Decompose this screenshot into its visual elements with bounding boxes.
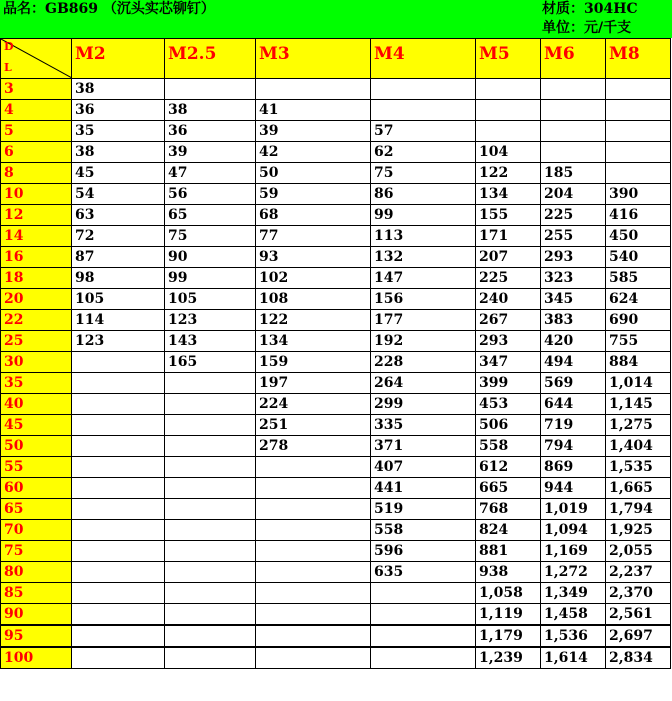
price-cell: 36 bbox=[72, 100, 165, 121]
price-cell: 1,794 bbox=[606, 499, 671, 520]
price-cell: 293 bbox=[476, 331, 541, 352]
length-label: 18 bbox=[1, 268, 72, 289]
column-header: M2.5 bbox=[165, 39, 256, 79]
table-row bbox=[1, 268, 671, 289]
length-label: 4 bbox=[1, 100, 72, 121]
price-cell: 519 bbox=[371, 499, 476, 520]
price-cell bbox=[72, 562, 165, 583]
price-cell bbox=[165, 647, 256, 669]
price-cell: 54 bbox=[72, 184, 165, 205]
price-cell: 171 bbox=[476, 226, 541, 247]
price-cell bbox=[165, 478, 256, 499]
price-cell: 197 bbox=[256, 373, 371, 394]
price-cell: 156 bbox=[371, 289, 476, 310]
price-cell bbox=[72, 373, 165, 394]
length-label: 35 bbox=[1, 373, 72, 394]
length-label: 14 bbox=[1, 226, 72, 247]
price-cell: 585 bbox=[606, 268, 671, 289]
length-label: 75 bbox=[1, 541, 72, 562]
price-cell: 1,536 bbox=[541, 625, 606, 647]
table-row bbox=[1, 310, 671, 331]
table-row bbox=[1, 373, 671, 394]
price-cell: 1,019 bbox=[541, 499, 606, 520]
price-cell: 177 bbox=[371, 310, 476, 331]
length-label: 45 bbox=[1, 415, 72, 436]
price-cell bbox=[72, 583, 165, 604]
table-row bbox=[1, 625, 671, 647]
column-header: M6 bbox=[541, 39, 606, 79]
price-cell bbox=[165, 499, 256, 520]
price-cell: 132 bbox=[371, 247, 476, 268]
price-cell: 690 bbox=[606, 310, 671, 331]
length-label: 10 bbox=[1, 184, 72, 205]
price-cell bbox=[606, 142, 671, 163]
price-cell: 134 bbox=[256, 331, 371, 352]
table-row bbox=[1, 331, 671, 352]
table-row bbox=[1, 163, 671, 184]
price-cell: 938 bbox=[476, 562, 541, 583]
price-cell: 299 bbox=[371, 394, 476, 415]
table-row bbox=[1, 604, 671, 626]
price-cell: 399 bbox=[476, 373, 541, 394]
table-row bbox=[1, 457, 671, 478]
table-row bbox=[1, 79, 671, 100]
price-cell: 47 bbox=[165, 163, 256, 184]
product-name: 品名：GB869 （沉头实芯铆钉） bbox=[3, 1, 215, 17]
price-cell bbox=[371, 583, 476, 604]
price-cell: 122 bbox=[476, 163, 541, 184]
price-cell bbox=[541, 142, 606, 163]
price-cell: 108 bbox=[256, 289, 371, 310]
table-row bbox=[1, 142, 671, 163]
price-cell: 1,665 bbox=[606, 478, 671, 499]
price-cell: 165 bbox=[165, 352, 256, 373]
length-label: 80 bbox=[1, 562, 72, 583]
column-header: M8 bbox=[606, 39, 671, 79]
price-cell bbox=[165, 604, 256, 626]
price-cell: 264 bbox=[371, 373, 476, 394]
price-cell: 1,014 bbox=[606, 373, 671, 394]
price-cell: 371 bbox=[371, 436, 476, 457]
price-cell: 335 bbox=[371, 415, 476, 436]
length-label: 8 bbox=[1, 163, 72, 184]
price-cell bbox=[371, 647, 476, 669]
price-cell: 36 bbox=[165, 121, 256, 142]
price-cell: 255 bbox=[541, 226, 606, 247]
table-row bbox=[1, 520, 671, 541]
price-cell: 569 bbox=[541, 373, 606, 394]
price-cell: 93 bbox=[256, 247, 371, 268]
length-label: 40 bbox=[1, 394, 72, 415]
price-cell: 123 bbox=[72, 331, 165, 352]
price-cell: 2,697 bbox=[606, 625, 671, 647]
price-cell: 869 bbox=[541, 457, 606, 478]
price-cell bbox=[256, 647, 371, 669]
price-cell: 105 bbox=[72, 289, 165, 310]
price-cell: 441 bbox=[371, 478, 476, 499]
table-row bbox=[1, 541, 671, 562]
price-cell: 50 bbox=[256, 163, 371, 184]
length-label: 16 bbox=[1, 247, 72, 268]
table-row bbox=[1, 184, 671, 205]
price-cell: 768 bbox=[476, 499, 541, 520]
price-cell: 450 bbox=[606, 226, 671, 247]
price-cell bbox=[256, 583, 371, 604]
price-cell: 1,058 bbox=[476, 583, 541, 604]
price-cell bbox=[371, 79, 476, 100]
table-row bbox=[1, 415, 671, 436]
price-cell: 1,349 bbox=[541, 583, 606, 604]
price-cell: 35 bbox=[72, 121, 165, 142]
price-cell bbox=[72, 352, 165, 373]
price-cell: 99 bbox=[165, 268, 256, 289]
price-cell: 68 bbox=[256, 205, 371, 226]
price-cell: 38 bbox=[72, 142, 165, 163]
price-cell: 719 bbox=[541, 415, 606, 436]
price-cell bbox=[541, 121, 606, 142]
price-cell: 1,272 bbox=[541, 562, 606, 583]
price-cell bbox=[256, 541, 371, 562]
price-cell: 105 bbox=[165, 289, 256, 310]
price-cell: 102 bbox=[256, 268, 371, 289]
table-row bbox=[1, 583, 671, 604]
price-cell bbox=[72, 520, 165, 541]
price-cell: 104 bbox=[476, 142, 541, 163]
price-cell: 98 bbox=[72, 268, 165, 289]
price-cell: 38 bbox=[72, 79, 165, 100]
price-cell: 794 bbox=[541, 436, 606, 457]
price-cell: 1,614 bbox=[541, 647, 606, 669]
price-cell: 1,179 bbox=[476, 625, 541, 647]
price-cell: 1,275 bbox=[606, 415, 671, 436]
price-cell bbox=[165, 436, 256, 457]
price-cell bbox=[476, 121, 541, 142]
price-cell bbox=[72, 478, 165, 499]
price-cell bbox=[72, 436, 165, 457]
price-cell: 881 bbox=[476, 541, 541, 562]
table-row bbox=[1, 499, 671, 520]
price-cell: 39 bbox=[165, 142, 256, 163]
price-cell: 453 bbox=[476, 394, 541, 415]
price-cell: 86 bbox=[371, 184, 476, 205]
price-cell: 1,404 bbox=[606, 436, 671, 457]
price-cell: 293 bbox=[541, 247, 606, 268]
price-cell: 1,458 bbox=[541, 604, 606, 626]
length-label: 85 bbox=[1, 583, 72, 604]
price-cell: 225 bbox=[541, 205, 606, 226]
corner-label-d: D bbox=[4, 40, 14, 53]
price-cell: 2,370 bbox=[606, 583, 671, 604]
price-cell: 345 bbox=[541, 289, 606, 310]
price-cell: 75 bbox=[371, 163, 476, 184]
price-cell: 192 bbox=[371, 331, 476, 352]
table-row bbox=[1, 352, 671, 373]
price-cell: 824 bbox=[476, 520, 541, 541]
corner-label-l: L bbox=[4, 61, 12, 74]
price-cell: 2,561 bbox=[606, 604, 671, 626]
price-cell: 267 bbox=[476, 310, 541, 331]
price-cell bbox=[606, 100, 671, 121]
corner-cell bbox=[1, 39, 72, 79]
price-cell: 123 bbox=[165, 310, 256, 331]
table-row bbox=[1, 226, 671, 247]
price-cell bbox=[72, 394, 165, 415]
length-label: 25 bbox=[1, 331, 72, 352]
price-cell: 558 bbox=[476, 436, 541, 457]
price-cell: 1,925 bbox=[606, 520, 671, 541]
price-cell bbox=[256, 457, 371, 478]
price-cell bbox=[606, 79, 671, 100]
price-cell bbox=[606, 121, 671, 142]
price-cell: 347 bbox=[476, 352, 541, 373]
price-cell bbox=[256, 625, 371, 647]
price-cell: 147 bbox=[371, 268, 476, 289]
length-label: 65 bbox=[1, 499, 72, 520]
table-row bbox=[1, 100, 671, 121]
price-cell: 323 bbox=[541, 268, 606, 289]
price-cell: 1,169 bbox=[541, 541, 606, 562]
price-cell: 540 bbox=[606, 247, 671, 268]
price-cell: 2,237 bbox=[606, 562, 671, 583]
table-row bbox=[1, 478, 671, 499]
price-cell: 494 bbox=[541, 352, 606, 373]
price-cell: 62 bbox=[371, 142, 476, 163]
price-cell: 407 bbox=[371, 457, 476, 478]
column-header: M5 bbox=[476, 39, 541, 79]
price-cell: 2,055 bbox=[606, 541, 671, 562]
length-label: 6 bbox=[1, 142, 72, 163]
price-cell: 1,535 bbox=[606, 457, 671, 478]
price-cell: 134 bbox=[476, 184, 541, 205]
price-cell bbox=[606, 163, 671, 184]
length-label: 22 bbox=[1, 310, 72, 331]
price-cell bbox=[165, 541, 256, 562]
price-cell: 2,834 bbox=[606, 647, 671, 669]
price-cell bbox=[256, 79, 371, 100]
price-cell bbox=[165, 394, 256, 415]
price-cell: 56 bbox=[165, 184, 256, 205]
length-label: 3 bbox=[1, 79, 72, 100]
price-cell: 506 bbox=[476, 415, 541, 436]
table-row bbox=[1, 647, 671, 669]
price-cell bbox=[165, 625, 256, 647]
length-label: 55 bbox=[1, 457, 72, 478]
price-cell: 143 bbox=[165, 331, 256, 352]
price-cell: 225 bbox=[476, 268, 541, 289]
column-header: M3 bbox=[256, 39, 371, 79]
price-cell bbox=[72, 457, 165, 478]
price-cell: 87 bbox=[72, 247, 165, 268]
price-cell: 113 bbox=[371, 226, 476, 247]
price-cell bbox=[165, 79, 256, 100]
table-row bbox=[1, 436, 671, 457]
price-cell: 207 bbox=[476, 247, 541, 268]
column-header: M2 bbox=[72, 39, 165, 79]
price-cell bbox=[476, 79, 541, 100]
price-cell: 635 bbox=[371, 562, 476, 583]
price-cell bbox=[541, 100, 606, 121]
price-cell: 228 bbox=[371, 352, 476, 373]
price-cell: 99 bbox=[371, 205, 476, 226]
price-table bbox=[0, 38, 671, 669]
price-cell: 59 bbox=[256, 184, 371, 205]
price-cell bbox=[371, 604, 476, 626]
price-cell: 224 bbox=[256, 394, 371, 415]
material-label: 材质：304HC bbox=[542, 1, 638, 17]
column-header-row bbox=[1, 39, 671, 79]
price-cell: 185 bbox=[541, 163, 606, 184]
price-cell: 41 bbox=[256, 100, 371, 121]
price-cell: 416 bbox=[606, 205, 671, 226]
price-cell bbox=[72, 541, 165, 562]
price-cell bbox=[165, 562, 256, 583]
price-cell: 612 bbox=[476, 457, 541, 478]
price-cell: 77 bbox=[256, 226, 371, 247]
price-cell: 240 bbox=[476, 289, 541, 310]
price-cell: 1,094 bbox=[541, 520, 606, 541]
table-row bbox=[1, 394, 671, 415]
table-row bbox=[1, 562, 671, 583]
price-cell bbox=[371, 100, 476, 121]
price-cell bbox=[165, 457, 256, 478]
price-cell bbox=[72, 415, 165, 436]
column-header: M4 bbox=[371, 39, 476, 79]
price-cell: 624 bbox=[606, 289, 671, 310]
length-label: 20 bbox=[1, 289, 72, 310]
price-cell: 45 bbox=[72, 163, 165, 184]
price-cell bbox=[165, 415, 256, 436]
length-label: 100 bbox=[1, 647, 72, 669]
price-cell: 644 bbox=[541, 394, 606, 415]
unit-label: 单位：元/千支 bbox=[542, 20, 632, 36]
length-label: 60 bbox=[1, 478, 72, 499]
price-cell: 63 bbox=[72, 205, 165, 226]
price-cell: 65 bbox=[165, 205, 256, 226]
price-cell: 90 bbox=[165, 247, 256, 268]
unit-bar bbox=[0, 19, 672, 38]
price-cell: 278 bbox=[256, 436, 371, 457]
price-cell bbox=[256, 478, 371, 499]
price-cell: 38 bbox=[165, 100, 256, 121]
price-cell: 1,119 bbox=[476, 604, 541, 626]
price-cell: 122 bbox=[256, 310, 371, 331]
price-cell bbox=[72, 625, 165, 647]
price-cell: 75 bbox=[165, 226, 256, 247]
length-label: 5 bbox=[1, 121, 72, 142]
price-cell: 114 bbox=[72, 310, 165, 331]
price-cell bbox=[256, 562, 371, 583]
length-label: 50 bbox=[1, 436, 72, 457]
price-cell: 39 bbox=[256, 121, 371, 142]
length-label: 70 bbox=[1, 520, 72, 541]
price-cell bbox=[256, 604, 371, 626]
table-row bbox=[1, 205, 671, 226]
title-bar bbox=[0, 0, 672, 19]
price-cell: 884 bbox=[606, 352, 671, 373]
length-label: 90 bbox=[1, 604, 72, 626]
price-cell bbox=[256, 499, 371, 520]
price-cell bbox=[72, 604, 165, 626]
price-cell: 159 bbox=[256, 352, 371, 373]
price-cell: 42 bbox=[256, 142, 371, 163]
price-cell bbox=[256, 520, 371, 541]
price-cell bbox=[476, 100, 541, 121]
price-cell bbox=[165, 373, 256, 394]
price-cell: 383 bbox=[541, 310, 606, 331]
price-cell: 251 bbox=[256, 415, 371, 436]
price-cell: 1,239 bbox=[476, 647, 541, 669]
price-cell: 155 bbox=[476, 205, 541, 226]
price-cell: 755 bbox=[606, 331, 671, 352]
length-label: 12 bbox=[1, 205, 72, 226]
price-cell: 1,145 bbox=[606, 394, 671, 415]
price-cell bbox=[371, 625, 476, 647]
price-cell: 944 bbox=[541, 478, 606, 499]
price-cell: 420 bbox=[541, 331, 606, 352]
table-row bbox=[1, 247, 671, 268]
price-cell: 57 bbox=[371, 121, 476, 142]
price-cell: 204 bbox=[541, 184, 606, 205]
price-cell bbox=[541, 79, 606, 100]
price-cell: 596 bbox=[371, 541, 476, 562]
price-cell: 72 bbox=[72, 226, 165, 247]
price-cell: 558 bbox=[371, 520, 476, 541]
price-cell: 665 bbox=[476, 478, 541, 499]
price-cell bbox=[165, 520, 256, 541]
price-cell: 390 bbox=[606, 184, 671, 205]
price-cell bbox=[72, 499, 165, 520]
table-row bbox=[1, 289, 671, 310]
length-label: 95 bbox=[1, 625, 72, 647]
length-label: 30 bbox=[1, 352, 72, 373]
price-cell bbox=[72, 647, 165, 669]
price-cell bbox=[165, 583, 256, 604]
table-row bbox=[1, 121, 671, 142]
